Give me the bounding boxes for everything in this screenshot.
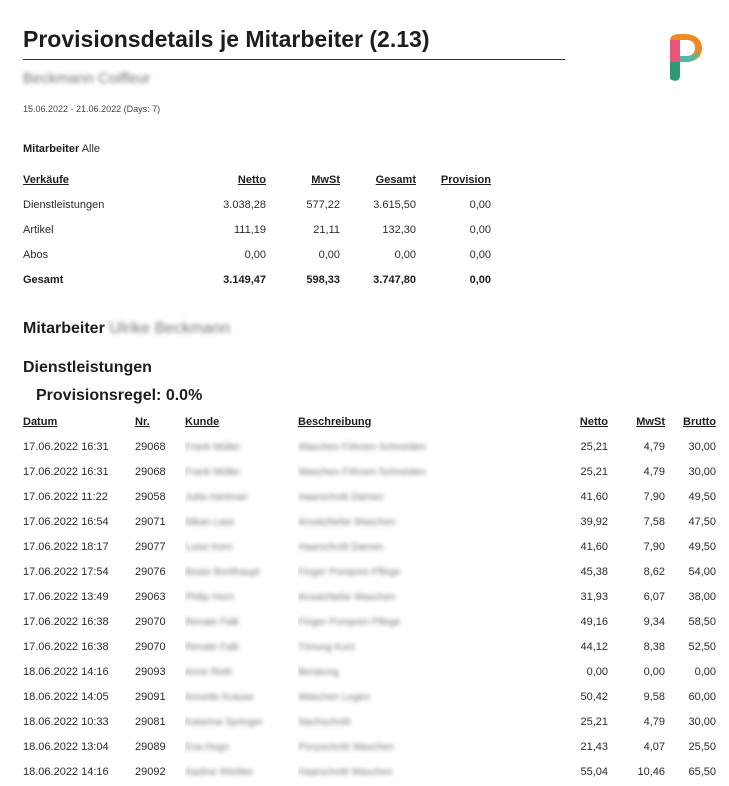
summary-header-row xyxy=(23,167,491,192)
col-commission: Provision xyxy=(440,173,491,186)
employee-filter xyxy=(23,143,100,155)
customer-cell-text: Annette Krause xyxy=(185,691,254,703)
vat-cell: 8,38 xyxy=(643,640,665,653)
vat-cell: 4,79 xyxy=(643,465,665,478)
net-cell: 50,42 xyxy=(580,690,608,703)
net-cell: 49,16 xyxy=(580,615,608,628)
vat-cell: 10,46 xyxy=(637,765,665,778)
description-cell xyxy=(298,434,558,459)
customer-cell xyxy=(185,659,298,684)
date-cell: 18.06.2022 14:16 xyxy=(23,765,109,778)
vat-cell: 8,62 xyxy=(643,565,665,578)
number-cell: 29092 xyxy=(135,765,166,778)
summary-table xyxy=(23,167,491,292)
table-row xyxy=(23,509,716,534)
net-cell: 0,00 xyxy=(244,248,266,261)
vat-cell: 0,00 xyxy=(318,248,340,261)
customer-cell xyxy=(185,634,298,659)
commission-cell: 0,00 xyxy=(469,248,491,261)
description-cell-text: Ansatzfarbe Waschen xyxy=(298,591,396,603)
gross-cell: 54,00 xyxy=(688,565,716,578)
number-cell: 29068 xyxy=(135,440,166,453)
description-cell xyxy=(298,559,558,584)
description-cell xyxy=(298,534,558,559)
customer-cell-text: Eva Hugo xyxy=(185,741,229,753)
gross-cell: 47,50 xyxy=(688,515,716,528)
date-cell: 17.06.2022 17:54 xyxy=(23,565,109,578)
gross-cell: 49,50 xyxy=(688,490,716,503)
gross-cell: 30,00 xyxy=(688,465,716,478)
vat-cell: 7,90 xyxy=(643,540,665,553)
customer-cell xyxy=(185,709,298,734)
table-row xyxy=(23,434,716,459)
gross-cell: 52,50 xyxy=(688,640,716,653)
date-cell: 18.06.2022 14:16 xyxy=(23,665,109,678)
customer-cell xyxy=(185,684,298,709)
col-vat: MwSt xyxy=(636,415,665,428)
net-cell: 25,21 xyxy=(580,465,608,478)
date-cell: 17.06.2022 11:22 xyxy=(23,490,108,503)
gross-cell: 60,00 xyxy=(688,690,716,703)
total-cell: 3.615,50 xyxy=(373,198,416,211)
net-cell: 3.038,28 xyxy=(223,198,266,211)
net-cell: 41,60 xyxy=(580,540,608,553)
col-net: Netto xyxy=(579,415,608,428)
vat-cell: 6,07 xyxy=(643,590,665,603)
description-cell xyxy=(298,459,558,484)
customer-cell xyxy=(185,509,298,534)
description-cell xyxy=(298,709,558,734)
customer-cell-text: Jutta Hartman xyxy=(185,491,248,503)
summary-row xyxy=(23,242,491,267)
vat-cell: 9,58 xyxy=(643,690,665,703)
summary-total-row xyxy=(23,267,491,292)
col-sales: Verkäufe xyxy=(23,173,69,186)
brand-logo-icon xyxy=(664,34,704,82)
employee-name: Ulrike Beckmann xyxy=(109,320,231,337)
vat-cell: 4,07 xyxy=(643,740,665,753)
net-cell: 31,93 xyxy=(580,590,608,603)
date-cell: 17.06.2022 18:17 xyxy=(23,540,109,553)
section-title: Dienstleistungen xyxy=(23,359,152,376)
number-cell: 29093 xyxy=(135,665,166,678)
date-cell: 18.06.2022 14:05 xyxy=(23,690,109,703)
customer-cell-text: Nikan Lass xyxy=(185,516,235,528)
vat-cell: 21,11 xyxy=(313,223,340,236)
date-range: 15.06.2022 - 21.06.2022 (Days: 7) xyxy=(23,104,161,114)
customer-cell-text: Frank Müller xyxy=(185,466,241,478)
description-cell-text: Ponyschnitt Waschen xyxy=(298,741,394,753)
table-row xyxy=(23,734,716,759)
number-cell: 29081 xyxy=(135,715,166,728)
col-number: Nr. xyxy=(135,415,150,428)
gross-cell: 49,50 xyxy=(688,540,716,553)
vat-cell: 9,34 xyxy=(643,615,665,628)
table-row xyxy=(23,559,716,584)
commission-cell: 0,00 xyxy=(469,273,491,286)
summary-row xyxy=(23,217,491,242)
details-header-row xyxy=(23,409,716,434)
gross-cell: 30,00 xyxy=(688,715,716,728)
date-cell: 17.06.2022 16:31 xyxy=(23,440,109,453)
description-cell-text: Haarschnitt Damen xyxy=(298,491,384,503)
vat-cell: 598,33 xyxy=(306,273,340,286)
date-cell: 17.06.2022 16:54 xyxy=(23,515,109,528)
description-cell xyxy=(298,634,558,659)
number-cell: 29091 xyxy=(135,690,166,703)
report-title: Provisionsdetails je Mitarbeiter (2.13) xyxy=(23,26,430,52)
description-cell xyxy=(298,759,558,784)
customer-cell xyxy=(185,609,298,634)
gross-cell: 30,00 xyxy=(688,440,716,453)
description-cell-text: Haarschnitt Waschen xyxy=(298,766,393,778)
customer-cell-text: Katarina Springer xyxy=(185,716,263,728)
gross-cell: 58,50 xyxy=(688,615,716,628)
net-cell: 25,21 xyxy=(580,715,608,728)
number-cell: 29070 xyxy=(135,640,166,653)
table-row xyxy=(23,609,716,634)
table-row xyxy=(23,584,716,609)
details-table xyxy=(23,409,716,784)
number-cell: 29058 xyxy=(135,490,166,503)
date-cell: 17.06.2022 16:31 xyxy=(23,465,109,478)
net-cell: 39,92 xyxy=(580,515,608,528)
number-cell: 29071 xyxy=(135,515,166,528)
description-cell-text: Finger Pompom Pflege xyxy=(298,566,401,578)
customer-cell xyxy=(185,559,298,584)
number-cell: 29089 xyxy=(135,740,166,753)
description-cell-text: Ansatzfarbe Waschen xyxy=(298,516,396,528)
table-row xyxy=(23,709,716,734)
net-cell: 111,19 xyxy=(233,223,266,236)
table-row xyxy=(23,459,716,484)
date-cell: 17.06.2022 16:38 xyxy=(23,615,109,628)
table-row xyxy=(23,484,716,509)
net-cell: 41,60 xyxy=(580,490,608,503)
description-cell-text: Finger Pompom Pflege xyxy=(298,616,401,628)
salon-name: Beckmann Coiffeur xyxy=(23,70,151,87)
employee-label: Mitarbeiter xyxy=(23,320,105,337)
date-cell: 17.06.2022 16:38 xyxy=(23,640,109,653)
table-row xyxy=(23,684,716,709)
gross-cell: 65,50 xyxy=(688,765,716,778)
col-customer: Kunde xyxy=(185,415,220,428)
description-cell-text: Waschen Legen xyxy=(298,691,370,703)
table-row xyxy=(23,659,716,684)
description-cell-text: Nachschnitt xyxy=(298,716,351,728)
col-vat: MwSt xyxy=(311,173,340,186)
vat-cell: 4,79 xyxy=(643,440,665,453)
description-cell-text: Waschen Föhnen Schneiden xyxy=(298,441,427,453)
customer-cell-text: Luise Kern xyxy=(185,541,233,553)
col-net: Netto xyxy=(237,173,266,186)
net-cell: 44,12 xyxy=(580,640,608,653)
vat-cell: 0,00 xyxy=(643,665,665,678)
number-cell: 29070 xyxy=(135,615,166,628)
commission-cell: 0,00 xyxy=(469,223,491,236)
customer-cell-text: Beate Breithaupt xyxy=(185,566,260,578)
description-cell xyxy=(298,659,558,684)
net-cell: 55,04 xyxy=(580,765,608,778)
description-cell xyxy=(298,734,558,759)
total-cell: 0,00 xyxy=(394,248,416,261)
description-cell xyxy=(298,584,558,609)
filter-value: Alle xyxy=(81,143,101,155)
summary-body xyxy=(23,192,491,292)
col-total: Gesamt xyxy=(375,173,416,186)
customer-cell-text: Renate Falk xyxy=(185,641,239,653)
number-cell: 29063 xyxy=(135,590,166,603)
number-cell: 29068 xyxy=(135,465,166,478)
col-date: Datum xyxy=(23,415,58,428)
customer-cell xyxy=(185,534,298,559)
table-row xyxy=(23,634,716,659)
gross-cell: 38,00 xyxy=(688,590,716,603)
vat-cell: 577,22 xyxy=(306,198,340,211)
description-cell-text: Waschen Föhnen Schneiden xyxy=(298,466,427,478)
description-cell xyxy=(298,684,558,709)
table-row xyxy=(23,759,716,784)
table-row xyxy=(23,534,716,559)
description-cell xyxy=(298,509,558,534)
date-cell: 18.06.2022 13:04 xyxy=(23,740,109,753)
customer-cell xyxy=(185,459,298,484)
customer-cell xyxy=(185,584,298,609)
employee-heading xyxy=(23,320,230,338)
customer-cell xyxy=(185,734,298,759)
col-description: Beschreibung xyxy=(298,415,372,428)
date-cell: 17.06.2022 13:49 xyxy=(23,590,109,603)
filter-label: Mitarbeiter xyxy=(23,143,80,155)
total-cell: 132,30 xyxy=(382,223,416,236)
net-cell: 25,21 xyxy=(580,440,608,453)
customer-cell-text: Anne Roth xyxy=(185,666,233,678)
net-cell: 0,00 xyxy=(586,665,608,678)
description-cell-text: Tönung Kurz xyxy=(298,641,356,653)
customer-cell-text: Frank Müller xyxy=(185,441,241,453)
col-gross: Brutto xyxy=(683,415,716,428)
vat-cell: 4,79 xyxy=(643,715,665,728)
sales-type-cell: Dienstleistungen xyxy=(23,198,105,211)
customer-cell-text: Renate Falk xyxy=(185,616,239,628)
date-cell: 18.06.2022 10:33 xyxy=(23,715,109,728)
customer-cell xyxy=(185,759,298,784)
net-cell: 45,38 xyxy=(580,565,608,578)
net-cell: 21,43 xyxy=(580,740,608,753)
customer-cell-text: Nadine Wiebke xyxy=(185,766,253,778)
customer-cell xyxy=(185,484,298,509)
gross-cell: 0,00 xyxy=(694,665,716,678)
customer-cell-text: Philip Horn xyxy=(185,591,234,603)
description-cell xyxy=(298,484,558,509)
total-cell: 3.747,80 xyxy=(373,273,416,286)
commission-rule: Provisionsregel: 0.0% xyxy=(36,387,203,404)
gross-cell: 25,50 xyxy=(688,740,716,753)
title-divider xyxy=(23,59,565,60)
description-cell-text: Beratung xyxy=(298,666,339,678)
description-cell-text: Haarschnitt Damen xyxy=(298,541,384,553)
details-body xyxy=(23,434,716,784)
number-cell: 29076 xyxy=(135,565,166,578)
sales-type-cell: Abos xyxy=(23,248,49,261)
sales-type-cell: Gesamt xyxy=(23,273,64,286)
customer-cell xyxy=(185,434,298,459)
number-cell: 29077 xyxy=(135,540,166,553)
vat-cell: 7,90 xyxy=(643,490,665,503)
summary-row xyxy=(23,192,491,217)
vat-cell: 7,58 xyxy=(643,515,665,528)
commission-cell: 0,00 xyxy=(469,198,491,211)
net-cell: 3.149,47 xyxy=(223,273,266,286)
description-cell xyxy=(298,609,558,634)
sales-type-cell: Artikel xyxy=(23,223,54,236)
